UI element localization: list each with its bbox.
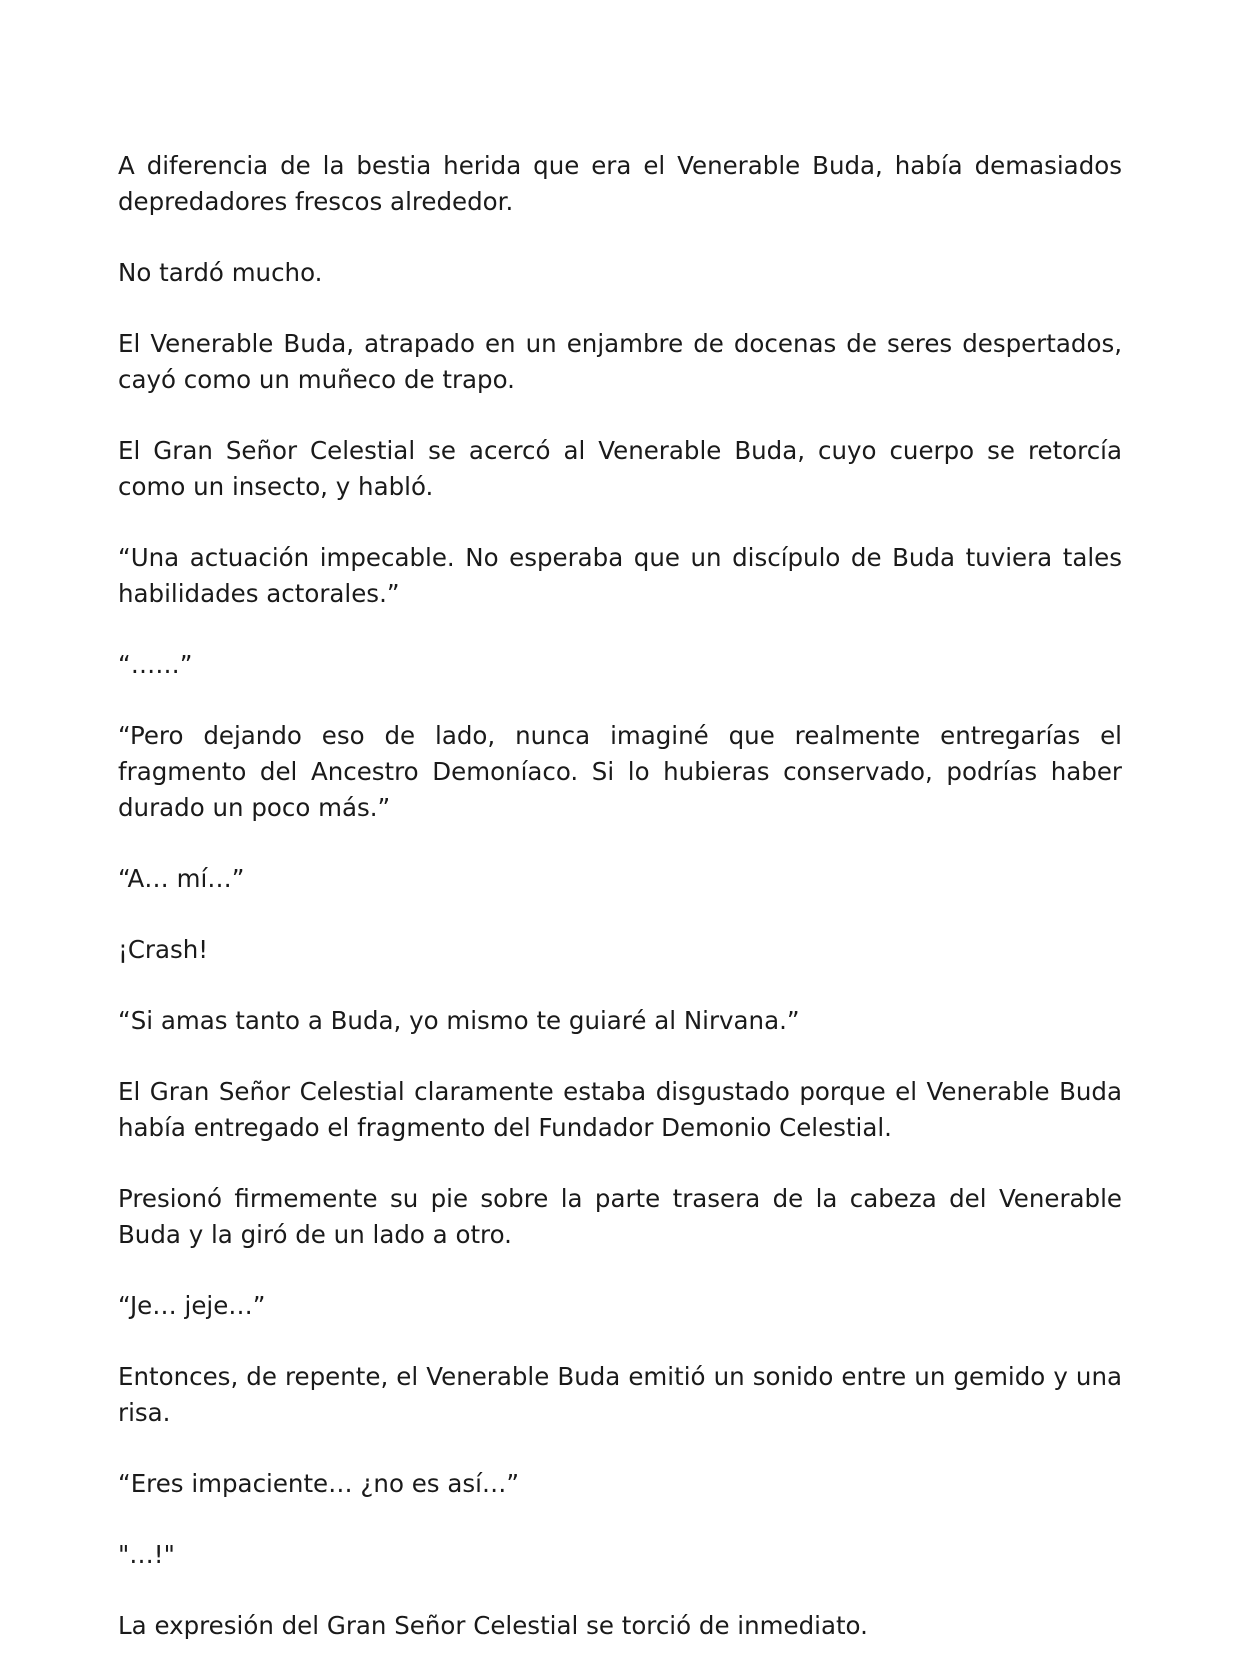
paragraph-14: Entonces, de repente, el Venerable Buda emitió un sonido entre un gemido y una risa. [118, 1362, 1122, 1427]
paragraph-9: ¡Crash! [118, 935, 209, 964]
paragraph-13: “Je… jeje…” [118, 1291, 266, 1320]
paragraph-11: El Gran Señor Celestial claramente estaba disgustado porque el Venerable Buda había entregado el fragmento del Fundador Demonio Celestial. [118, 1077, 1122, 1142]
paragraph-7: “Pero dejando eso de lado, nunca imaginé que realmente entregarías el fragmento del Ancestro Demoníaco. Si lo hubieras conservado, podrías haber durado un poco más.” [118, 721, 1122, 822]
paragraph-3: El Venerable Buda, atrapado en un enjambre de docenas de seres despertados, cayó como un muñeco de trapo. [118, 329, 1122, 394]
document-body [118, 148, 1122, 1679]
paragraph-12: Presionó firmemente su pie sobre la parte trasera de la cabeza del Venerable Buda y la giró de un lado a otro. [118, 1184, 1122, 1249]
paragraph-8: “A… mí…” [118, 864, 245, 893]
paragraph-5: “Una actuación impecable. No esperaba que un discípulo de Buda tuviera tales habilidades actorales.” [118, 543, 1122, 608]
paragraph-17: La expresión del Gran Señor Celestial se torció de inmediato. [118, 1611, 868, 1640]
paragraph-4: El Gran Señor Celestial se acercó al Venerable Buda, cuyo cuerpo se retorcía como un insecto, y habló. [118, 436, 1122, 501]
paragraph-15: “Eres impaciente… ¿no es así…” [118, 1469, 520, 1498]
paragraph-6: “……” [118, 650, 193, 679]
paragraph-10: “Si amas tanto a Buda, yo mismo te guiaré al Nirvana.” [118, 1006, 800, 1035]
paragraph-16: "…!" [118, 1540, 175, 1569]
paragraph-2: No tardó mucho. [118, 258, 323, 287]
paragraph-1: A diferencia de la bestia herida que era el Venerable Buda, había demasiados depredadores frescos alrededor. [118, 151, 1122, 216]
